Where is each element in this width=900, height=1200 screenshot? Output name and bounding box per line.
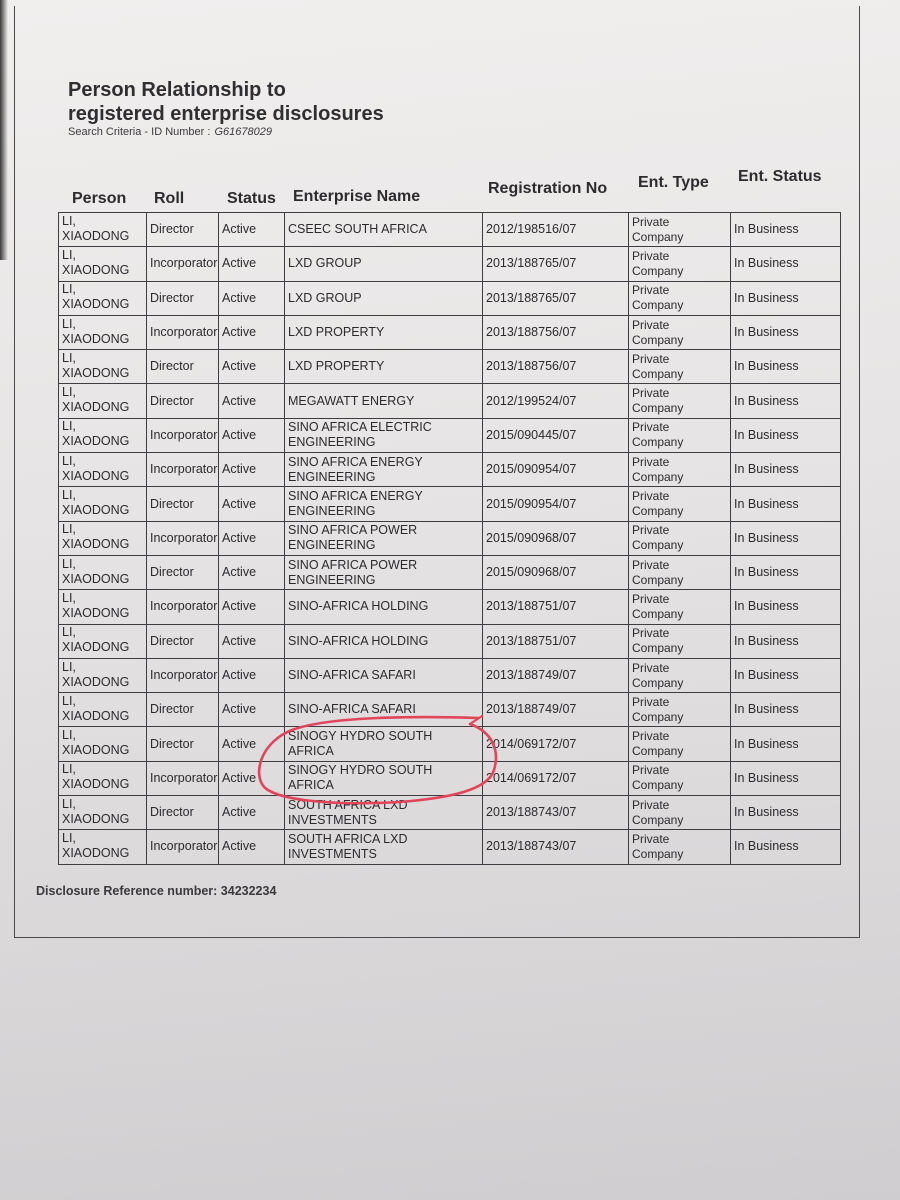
cell-ent-type-line: Company (632, 435, 684, 450)
cell-ent-type-line: Company (632, 641, 684, 656)
cell-registration-no: 2015/090954/07 (483, 453, 629, 487)
cell-enterprise-name: SINO-AFRICA HOLDING (285, 624, 483, 658)
cell-roll: Incorporator (147, 761, 219, 795)
cell-registration-no: 2015/090445/07 (483, 418, 629, 452)
cell-status: Active (219, 761, 285, 795)
cell-ent-type (629, 418, 731, 452)
cell-status: Active (219, 281, 285, 315)
cell-person (59, 213, 147, 247)
cell-person-line: LI, (62, 350, 76, 365)
cell-ent-type-line: Company (632, 298, 684, 313)
cell-ent-type-line: Private (632, 489, 670, 504)
cell-person-line: LI, (62, 762, 76, 777)
cell-person-line: XIAODONG (62, 262, 130, 277)
document-title (68, 78, 468, 126)
cell-roll: Director (147, 487, 219, 521)
cell-registration-no: 2013/188749/07 (483, 693, 629, 727)
cell-registration-no: 2013/188743/07 (483, 796, 629, 830)
cell-person (59, 418, 147, 452)
table-row (59, 590, 841, 624)
cell-ent-type-line: Private (632, 694, 670, 709)
cell-ent-type-line: Private (632, 626, 670, 641)
cell-ent-type (629, 521, 731, 555)
cell-ent-type-line: Private (632, 351, 670, 366)
table-row (59, 315, 841, 349)
table-row (59, 453, 841, 487)
cell-person-line: XIAODONG (62, 777, 130, 792)
table-body (59, 213, 841, 865)
cell-person-line: XIAODONG (62, 605, 130, 620)
cell-status: Active (219, 693, 285, 727)
cell-person (59, 487, 147, 521)
cell-enterprise-name: SINO-AFRICA SAFARI (285, 658, 483, 692)
table-row (59, 658, 841, 692)
cell-ent-type (629, 796, 731, 830)
cell-person-line: XIAODONG (62, 708, 130, 723)
cell-ent-type-line: Company (632, 778, 684, 793)
cell-registration-no: 2013/188756/07 (483, 350, 629, 384)
cell-status: Active (219, 796, 285, 830)
cell-registration-no: 2014/069172/07 (483, 761, 629, 795)
cell-ent-status: In Business (731, 315, 841, 349)
cell-ent-type-line: Company (632, 744, 684, 759)
cell-roll: Director (147, 281, 219, 315)
cell-enterprise-name: SINO AFRICA ENERGY ENGINEERING (285, 487, 483, 521)
cell-person (59, 453, 147, 487)
cell-ent-type-line: Company (632, 606, 684, 621)
cell-person (59, 590, 147, 624)
cell-person-line: LI, (62, 316, 76, 331)
cell-person-line: LI, (62, 522, 76, 537)
cell-person-line: LI, (62, 247, 76, 262)
cell-person-line: XIAODONG (62, 503, 130, 518)
cell-ent-type-line: Private (632, 420, 670, 435)
cell-roll: Director (147, 350, 219, 384)
cell-registration-no: 2012/198516/07 (483, 213, 629, 247)
cell-ent-type-line: Company (632, 572, 684, 587)
header-registration-no: Registration No (488, 180, 608, 197)
cell-roll: Incorporator (147, 590, 219, 624)
cell-ent-type (629, 350, 731, 384)
cell-person (59, 624, 147, 658)
cell-ent-status: In Business (731, 384, 841, 418)
cell-ent-type-line: Private (632, 248, 670, 263)
cell-person-line: XIAODONG (62, 743, 130, 758)
cell-ent-status: In Business (731, 453, 841, 487)
cell-person-line: LI, (62, 659, 76, 674)
cell-ent-status: In Business (731, 761, 841, 795)
cell-roll: Director (147, 693, 219, 727)
cell-ent-type-line: Private (632, 660, 670, 675)
table-row (59, 281, 841, 315)
cell-ent-status: In Business (731, 555, 841, 589)
table-row (59, 727, 841, 761)
cell-enterprise-name: SINO-AFRICA HOLDING (285, 590, 483, 624)
cell-person (59, 315, 147, 349)
cell-status: Active (219, 555, 285, 589)
table-row (59, 830, 841, 864)
table-row (59, 796, 841, 830)
cell-enterprise-name: SINO AFRICA POWER ENGINEERING (285, 521, 483, 555)
cell-roll: Director (147, 727, 219, 761)
cell-enterprise-name: SINOGY HYDRO SOUTH AFRICA (285, 761, 483, 795)
cell-ent-type-line: Company (632, 366, 684, 381)
cell-registration-no: 2013/188751/07 (483, 590, 629, 624)
cell-registration-no: 2013/188765/07 (483, 247, 629, 281)
table-row (59, 247, 841, 281)
cell-person (59, 281, 147, 315)
cell-roll: Director (147, 796, 219, 830)
cell-ent-type-line: Private (632, 591, 670, 606)
cell-ent-type-line: Company (632, 538, 684, 553)
table-row (59, 384, 841, 418)
cell-enterprise-name: SINO AFRICA ELECTRIC ENGINEERING (285, 418, 483, 452)
title-line-2: registered enterprise disclosures (68, 103, 384, 125)
cell-person-line: XIAODONG (62, 365, 130, 380)
cell-person (59, 555, 147, 589)
disclosures-table (58, 212, 841, 865)
cell-person (59, 796, 147, 830)
cell-status: Active (219, 418, 285, 452)
cell-ent-status: In Business (731, 693, 841, 727)
cell-person-line: XIAODONG (62, 537, 130, 552)
cell-roll: Incorporator (147, 521, 219, 555)
header-enterprise-name: Enterprise Name (293, 188, 421, 205)
cell-person-line: LI, (62, 419, 76, 434)
cell-ent-type-line: Private (632, 214, 670, 229)
cell-ent-status: In Business (731, 727, 841, 761)
cell-roll: Incorporator (147, 658, 219, 692)
cell-registration-no: 2013/188749/07 (483, 658, 629, 692)
cell-roll: Incorporator (147, 418, 219, 452)
header-ent-status: Ent. Status (738, 168, 822, 185)
cell-ent-type (629, 453, 731, 487)
cell-ent-status: In Business (731, 624, 841, 658)
cell-enterprise-name: LXD GROUP (285, 281, 483, 315)
cell-person (59, 521, 147, 555)
cell-enterprise-name: MEGAWATT ENERGY (285, 384, 483, 418)
cell-ent-type (629, 555, 731, 589)
cell-ent-type (629, 487, 731, 521)
cell-person-line: XIAODONG (62, 297, 130, 312)
table-row (59, 521, 841, 555)
cell-ent-type-line: Company (632, 469, 684, 484)
cell-enterprise-name: SINOGY HYDRO SOUTH AFRICA (285, 727, 483, 761)
cell-ent-type-line: Company (632, 675, 684, 690)
cell-status: Active (219, 624, 285, 658)
table-row (59, 624, 841, 658)
cell-ent-status: In Business (731, 830, 841, 864)
cell-ent-type (629, 761, 731, 795)
cell-person-line: LI, (62, 693, 76, 708)
cell-person-line: LI, (62, 385, 76, 400)
cell-person-line: LI, (62, 488, 76, 503)
cell-ent-type-line: Company (632, 263, 684, 278)
cell-ent-type-line: Company (632, 401, 684, 416)
cell-ent-type-line: Private (632, 454, 670, 469)
cell-ent-type-line: Company (632, 332, 684, 347)
table-row (59, 761, 841, 795)
cell-ent-type (629, 727, 731, 761)
cell-person-line: XIAODONG (62, 571, 130, 586)
cell-status: Active (219, 658, 285, 692)
cell-person-line: XIAODONG (62, 640, 130, 655)
cell-registration-no: 2014/069172/07 (483, 727, 629, 761)
cell-person-line: XIAODONG (62, 468, 130, 483)
column-header-row (70, 168, 850, 212)
cell-ent-type (629, 658, 731, 692)
cell-ent-status: In Business (731, 521, 841, 555)
cell-ent-type-line: Private (632, 386, 670, 401)
cell-person (59, 761, 147, 795)
cell-registration-no: 2013/188743/07 (483, 830, 629, 864)
cell-ent-type (629, 693, 731, 727)
cell-person-line: LI, (62, 213, 76, 228)
cell-status: Active (219, 315, 285, 349)
cell-ent-type (629, 281, 731, 315)
cell-ent-type-line: Company (632, 504, 684, 519)
cell-person (59, 830, 147, 864)
cell-person-line: XIAODONG (62, 845, 130, 860)
cell-status: Active (219, 590, 285, 624)
cell-registration-no: 2015/090954/07 (483, 487, 629, 521)
table-row (59, 693, 841, 727)
cell-ent-status: In Business (731, 418, 841, 452)
cell-registration-no: 2013/188756/07 (483, 315, 629, 349)
cell-roll: Director (147, 384, 219, 418)
cell-person (59, 727, 147, 761)
table-row (59, 213, 841, 247)
header-ent-type: Ent. Type (638, 174, 709, 191)
cell-enterprise-name: LXD PROPERTY (285, 350, 483, 384)
cell-registration-no: 2013/188751/07 (483, 624, 629, 658)
search-id-number: G61678029 (214, 126, 272, 138)
cell-registration-no: 2015/090968/07 (483, 521, 629, 555)
cell-ent-type (629, 590, 731, 624)
cell-enterprise-name: SINO-AFRICA SAFARI (285, 693, 483, 727)
cell-person-line: XIAODONG (62, 400, 130, 415)
cell-status: Active (219, 727, 285, 761)
cell-ent-type-line: Private (632, 729, 670, 744)
cell-enterprise-name: LXD GROUP (285, 247, 483, 281)
cell-person-line: LI, (62, 830, 76, 845)
cell-roll: Incorporator (147, 453, 219, 487)
table-row (59, 350, 841, 384)
cell-person-line: LI, (62, 625, 76, 640)
cell-enterprise-name: SINO AFRICA POWER ENGINEERING (285, 555, 483, 589)
cell-roll: Director (147, 213, 219, 247)
cell-person (59, 384, 147, 418)
cell-ent-status: In Business (731, 590, 841, 624)
cell-ent-status: In Business (731, 350, 841, 384)
cell-enterprise-name: SINO AFRICA ENERGY ENGINEERING (285, 453, 483, 487)
cell-enterprise-name: LXD PROPERTY (285, 315, 483, 349)
cell-ent-type-line: Company (632, 709, 684, 724)
cell-ent-type (629, 830, 731, 864)
cell-ent-type-line: Private (632, 797, 670, 812)
cell-roll: Director (147, 555, 219, 589)
cell-ent-status: In Business (731, 487, 841, 521)
cell-person (59, 350, 147, 384)
cell-person (59, 658, 147, 692)
cell-ent-type-line: Company (632, 229, 684, 244)
cell-status: Active (219, 487, 285, 521)
search-criteria (68, 126, 272, 138)
cell-ent-type (629, 247, 731, 281)
cell-enterprise-name: CSEEC SOUTH AFRICA (285, 213, 483, 247)
binder-shadow (0, 0, 8, 260)
cell-ent-status: In Business (731, 247, 841, 281)
cell-ent-status: In Business (731, 281, 841, 315)
cell-roll: Director (147, 624, 219, 658)
table-row (59, 487, 841, 521)
cell-ent-type (629, 213, 731, 247)
cell-person-line: XIAODONG (62, 674, 130, 689)
cell-roll: Incorporator (147, 315, 219, 349)
cell-person-line: XIAODONG (62, 811, 130, 826)
cell-status: Active (219, 213, 285, 247)
disclosure-reference: Disclosure Reference number: 34232234 (36, 884, 277, 898)
cell-person-line: LI, (62, 282, 76, 297)
cell-ent-type-line: Private (632, 283, 670, 298)
cell-status: Active (219, 350, 285, 384)
cell-status: Active (219, 830, 285, 864)
cell-ent-status: In Business (731, 796, 841, 830)
header-person: Person (72, 190, 127, 207)
cell-ent-type-line: Company (632, 812, 684, 827)
cell-person-line: LI, (62, 590, 76, 605)
cell-ent-type (629, 624, 731, 658)
cell-ent-status: In Business (731, 213, 841, 247)
header-status: Status (227, 190, 276, 207)
cell-person (59, 247, 147, 281)
table-row (59, 418, 841, 452)
cell-person-line: XIAODONG (62, 434, 130, 449)
cell-person-line: LI, (62, 796, 76, 811)
cell-status: Active (219, 453, 285, 487)
cell-status: Active (219, 384, 285, 418)
cell-person-line: LI, (62, 728, 76, 743)
header-roll: Roll (154, 190, 185, 207)
cell-person-line: LI, (62, 453, 76, 468)
cell-ent-type-line: Private (632, 523, 670, 538)
cell-roll: Incorporator (147, 247, 219, 281)
cell-person-line: XIAODONG (62, 331, 130, 346)
search-criteria-label: Search Criteria - ID Number : (68, 126, 211, 138)
cell-ent-type-line: Company (632, 846, 684, 861)
cell-enterprise-name: SOUTH AFRICA LXD INVESTMENTS (285, 796, 483, 830)
cell-registration-no: 2012/199524/07 (483, 384, 629, 418)
cell-person-line: XIAODONG (62, 228, 130, 243)
cell-person-line: LI, (62, 556, 76, 571)
cell-registration-no: 2015/090968/07 (483, 555, 629, 589)
title-line-1: Person Relationship to (68, 79, 286, 101)
cell-registration-no: 2013/188765/07 (483, 281, 629, 315)
table-row (59, 555, 841, 589)
cell-ent-type (629, 315, 731, 349)
cell-status: Active (219, 521, 285, 555)
cell-ent-type-line: Private (632, 557, 670, 572)
cell-ent-type-line: Private (632, 763, 670, 778)
cell-person (59, 693, 147, 727)
cell-roll: Incorporator (147, 830, 219, 864)
cell-ent-type (629, 384, 731, 418)
cell-ent-type-line: Private (632, 317, 670, 332)
cell-ent-status: In Business (731, 658, 841, 692)
cell-ent-type-line: Private (632, 831, 670, 846)
cell-status: Active (219, 247, 285, 281)
cell-enterprise-name: SOUTH AFRICA LXD INVESTMENTS (285, 830, 483, 864)
